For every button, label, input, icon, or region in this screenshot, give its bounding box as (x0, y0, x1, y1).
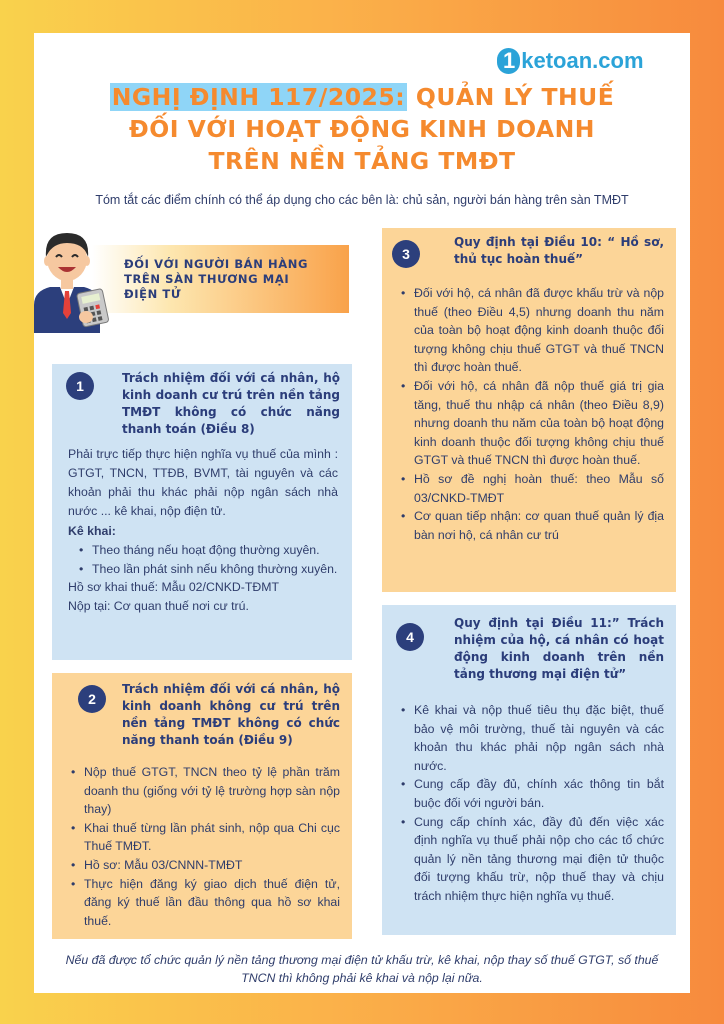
title-line3: TRÊN NỀN TẢNG TMĐT (208, 147, 516, 175)
list-item: • Cơ quan tiếp nhận: cơ quan thuế quản lý địa bàn nơi hộ, cá nhân cư trú (398, 507, 664, 544)
list-item: • Nộp thuế GTGT, TNCN theo tỷ lệ phần trăm doanh thu (giống với tỷ lệ trường hợp sàn nộp thay) (68, 763, 340, 819)
banner-line1: ĐỐI VỚI NGƯỜI BÁN HÀNG (124, 257, 309, 271)
title-line1-rest: QUẢN LÝ THUẾ (407, 83, 615, 111)
card1-ke-khai-label: Kê khai: (68, 524, 116, 538)
list-item: • Theo lần phát sinh nếu không thường xuyên. (76, 560, 338, 579)
list-item: • Thực hiện đăng ký giao dịch thuế điện tử, đăng ký thuế lần đầu thông qua hồ sơ khai thuế. (68, 875, 340, 931)
card3-number-badge: 3 (392, 240, 420, 268)
card-article-8 (52, 364, 352, 660)
businessman-illustration (24, 213, 110, 333)
subtitle: Tóm tắt các điểm chính có thể áp dụng cho các bên là: chủ sản, người bán hàng trên sàn TMĐT (95, 193, 629, 207)
card1-form: Hồ sơ khai thuế: Mẫu 02/CNKD-TĐMT (68, 580, 280, 595)
card3-list (398, 284, 664, 544)
card1-list (76, 541, 338, 578)
logo-text: ketoan.com (521, 48, 644, 73)
list-item: • Theo tháng nếu hoạt động thường xuyên. (76, 541, 338, 560)
infographic-sheet (34, 33, 690, 993)
title-highlight: NGHỊ ĐỊNH 117/2025: (111, 83, 406, 111)
card2-list (68, 763, 340, 930)
list-item: • Hồ sơ đề nghị hoàn thuế: theo Mẫu số 03/CNKD-TMĐT (398, 470, 664, 507)
list-item: • Cung cấp chính xác, đầy đủ đến việc xác định nghĩa vụ thuế phải nộp cho các tổ chức quản lý nền tảng thương mại điện tử thuộc đối tượng khấu trừ, nộp thuế thay và chịu trách nhiệm thực hiện nghĩa vụ thuế. (398, 813, 664, 906)
title-line2: ĐỐI VỚI HOẠT ĐỘNG KINH DOANH (129, 115, 595, 143)
list-item: • Hồ sơ: Mẫu 03/CNNN-TMĐT (68, 856, 340, 875)
list-item: • Cung cấp đầy đủ, chính xác thông tin bắt buộc đối với người bán. (398, 775, 664, 812)
card2-number-badge: 2 (78, 685, 106, 713)
footer-note: Nếu đã được tổ chức quản lý nền tảng thương mại điện tử khấu trừ, kê khai, nộp thay số thuế GTGT, số thuế TNCN thì không phải kê khai và nộp lại nữa. (65, 953, 659, 985)
list-item: • Đối với hộ, cá nhân đã được khấu trừ và nộp thuế (theo Điều 4,5) nhưng doanh thu năm của toàn bộ hoạt động kinh doanh thuộc đối tượng không chịu thuế GTGT và thuế TNCN thì được hoàn thuế. (398, 284, 664, 377)
banner-line3: ĐIỆN TỬ (124, 287, 182, 301)
card-article-11 (382, 605, 676, 935)
card4-list (398, 701, 664, 906)
card-article-9 (52, 673, 352, 939)
list-item: • Khai thuế từng lần phát sinh, nộp qua Chi cục Thuế TMĐT. (68, 819, 340, 856)
page-title (34, 81, 690, 177)
logo[interactable] (497, 47, 644, 75)
card1-heading: Trách nhiệm đối với cá nhân, hộ kinh doanh cư trú trên nền tảng TMĐT không có chức năng thanh toán (Điều 8) (122, 371, 340, 436)
card1-number-badge: 1 (66, 372, 94, 400)
card4-heading: Quy định tại Điều 11:” Trách nhiệm của hộ, cá nhân có hoạt động kinh doanh trên nền tảng thương mại điện tử” (454, 616, 664, 681)
seller-banner (92, 245, 349, 313)
list-item: • Kê khai và nộp thuế tiêu thụ đặc biệt, thuế bảo vệ môi trường, thuế tài nguyên và các khoản thu khác phải nộp ngân sách nhà nước. (398, 701, 664, 775)
card3-heading: Quy định tại Điều 10: “ Hồ sơ, thủ tục hoàn thuế” (454, 235, 664, 266)
card1-body (68, 445, 340, 616)
card2-heading: Trách nhiệm đối với cá nhân, hộ kinh doanh không cư trú trên nền tảng TMĐT không có chức năng thanh toán (Điều 9) (122, 682, 340, 747)
logo-mark: 1 (497, 48, 520, 74)
card-article-10 (382, 228, 676, 592)
card1-paragraph: Phải trực tiếp thực hiện nghĩa vụ thuế của mình : GTGT, TNCN, TTĐB, BVMT, tài nguyên và các khoản phải thu khác phải nộp ngân sách nhà nước ... kê khai, nộp điện tử. (68, 447, 338, 518)
banner-line2: TRÊN SÀN THƯƠNG MẠI (124, 272, 290, 286)
card1-submit: Nộp tại: Cơ quan thuế nơi cư trú. (68, 599, 249, 614)
card4-number-badge: 4 (396, 623, 424, 651)
list-item: • Đối với hộ, cá nhân đã nộp thuế giá trị gia tăng, thuế thu nhập cá nhân (theo Điều 8,9) nhưng doanh thu năm của toàn bộ hoạt động kinh doanh thuộc đối tượng không chịu thuế GTGT và thuế TNCN thì được hoàn thuế. (398, 377, 664, 470)
